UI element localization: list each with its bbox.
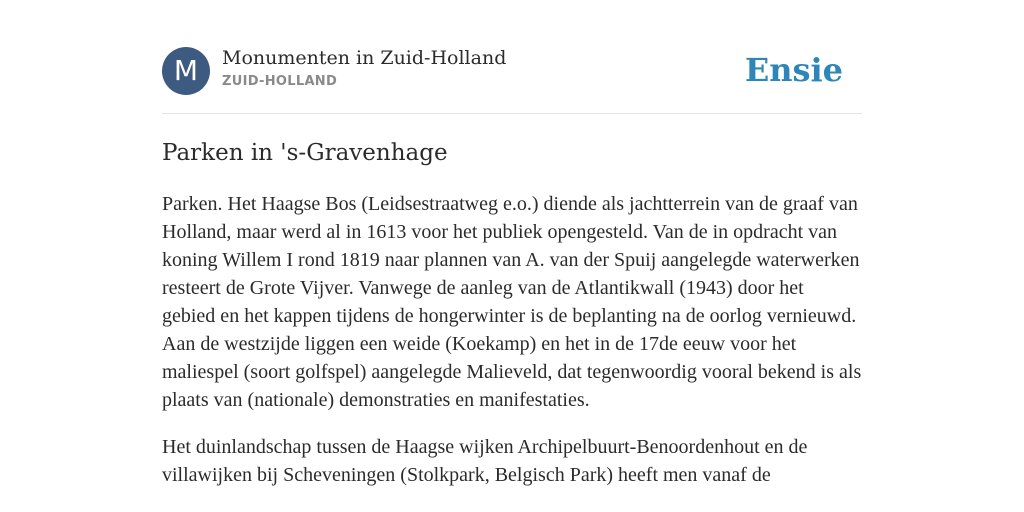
article-title: Parken in 's-Gravenhage bbox=[162, 140, 448, 166]
article-paragraph: Parken. Het Haagse Bos (Leidsestraatweg e.o.) diende als jachtterrein van de graaf van Holland, maar werd al in 1613 voor het publiek opengesteld. Van de in opdracht van koning Willem I rond 1819 naar plannen van A. van der Spuij aangelegde waterwerken resteert de Grote Vijver. Vanwege de aanleg van de Atlantikwall (1943) door het gebied en het kappen tijdens de hongerwinter is de beplanting na de oorlog vernieuwd. Aan de westzijde liggen een weide (Koekamp) en het in de 17de eeuw voor het maliespel (soort golfspel) aangelegde Malieveld, dat tegenwoordig vooral bekend is als plaats van (nationale) demonstraties en manifestaties. bbox=[162, 193, 862, 411]
article-paragraph: Het duinlandschap tussen de Haagse wijken Archipelbuurt-Benoordenhout en de villawijken bij Scheveningen (Stolkpark, Belgisch Park) heeft men vanaf de bbox=[162, 436, 808, 486]
header-divider bbox=[162, 113, 862, 114]
site-subtitle[interactable]: ZUID-HOLLAND bbox=[222, 74, 338, 89]
ensie-logo[interactable]: Ensie bbox=[744, 51, 843, 89]
site-header bbox=[162, 46, 862, 96]
article-body bbox=[162, 190, 862, 508]
site-avatar[interactable]: M bbox=[162, 47, 210, 95]
site-title[interactable]: Monumenten in Zuid-Holland bbox=[222, 47, 507, 69]
page-container bbox=[162, 0, 862, 512]
